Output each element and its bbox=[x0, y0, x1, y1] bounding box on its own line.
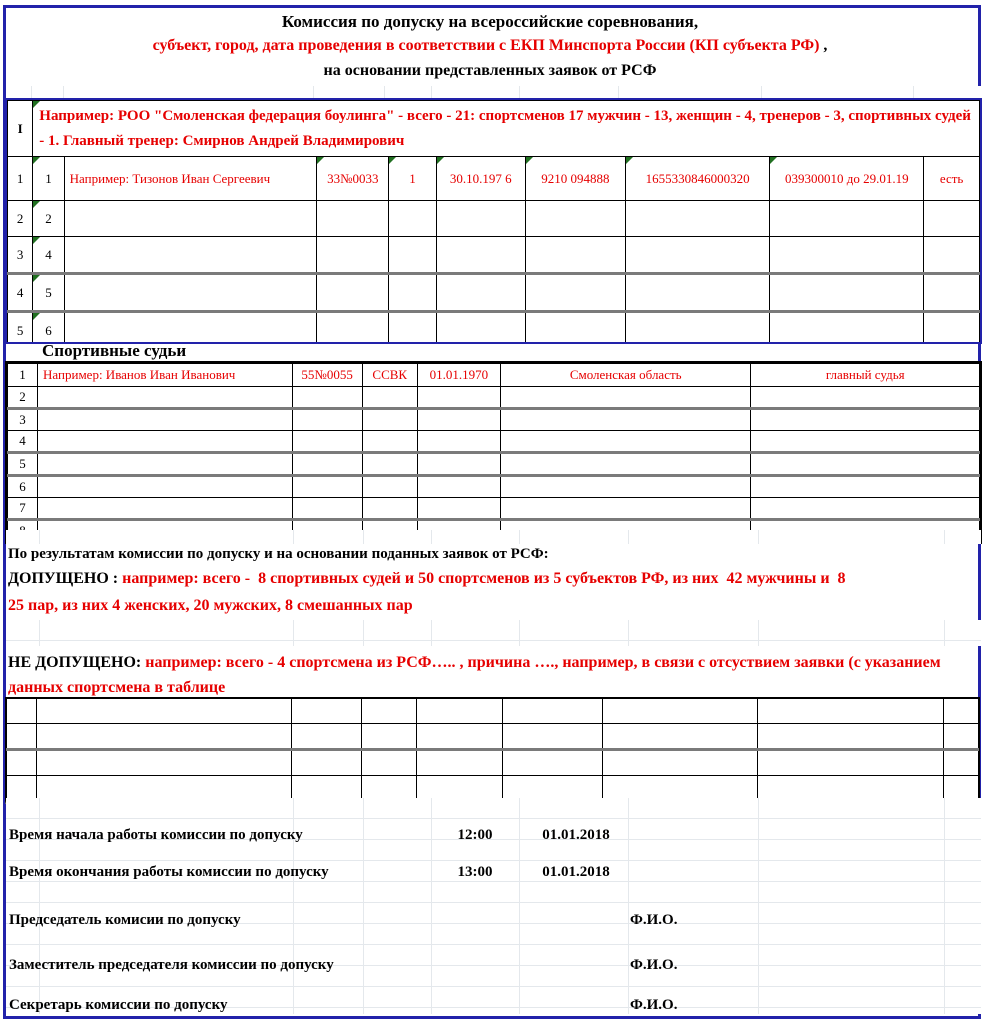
cell-rownum[interactable]: 1 bbox=[8, 364, 38, 387]
chairman-label: Председатель комисии по допуску bbox=[9, 912, 241, 928]
rejected-athletes-table-block bbox=[5, 697, 980, 804]
cell-rownum[interactable]: 6 bbox=[8, 476, 38, 498]
cell-judge-birthdate[interactable] bbox=[417, 498, 500, 520]
cell[interactable] bbox=[37, 750, 292, 776]
cell-birthdate[interactable] bbox=[436, 201, 525, 237]
cell-doc[interactable] bbox=[317, 274, 389, 312]
cell[interactable] bbox=[943, 724, 978, 750]
cell[interactable] bbox=[943, 699, 978, 724]
cell-present[interactable]: есть bbox=[924, 157, 980, 201]
federation-summary-row bbox=[8, 101, 980, 157]
cell[interactable] bbox=[757, 724, 943, 750]
cell-text: 1 bbox=[409, 170, 416, 186]
cell[interactable] bbox=[603, 750, 757, 776]
secretary-label: Секретарь комиссии по допуску bbox=[9, 997, 228, 1013]
cell-birthdate[interactable] bbox=[436, 274, 525, 312]
athletes-table bbox=[7, 100, 980, 344]
cell-judge-role[interactable] bbox=[751, 431, 980, 453]
cell-birthdate[interactable] bbox=[436, 157, 525, 201]
cell-judge-region[interactable] bbox=[500, 431, 751, 453]
cell-text: 9210 094888 bbox=[541, 170, 610, 186]
cell[interactable] bbox=[291, 699, 361, 724]
gridline bbox=[313, 86, 314, 98]
gridline bbox=[431, 620, 432, 646]
chairman-name-placeholder[interactable]: Ф.И.О. bbox=[630, 912, 678, 928]
bottom-section bbox=[6, 798, 981, 1014]
table-row bbox=[8, 453, 980, 476]
cell-present[interactable] bbox=[924, 274, 980, 312]
cell[interactable] bbox=[502, 750, 602, 776]
cell-license[interactable] bbox=[770, 201, 924, 237]
cell[interactable] bbox=[7, 724, 37, 750]
commission-start-date[interactable]: 01.01.2018 bbox=[542, 827, 610, 843]
cell[interactable] bbox=[291, 776, 361, 801]
cell[interactable] bbox=[7, 776, 37, 801]
cell-rownum[interactable]: 2 bbox=[8, 201, 33, 237]
cell-license[interactable] bbox=[770, 312, 924, 345]
cell[interactable] bbox=[943, 776, 978, 801]
table-row bbox=[8, 201, 980, 237]
cell-license[interactable] bbox=[770, 157, 924, 201]
cell-flag-icon bbox=[33, 275, 40, 282]
form-subtitle bbox=[10, 37, 970, 55]
cell-seq[interactable] bbox=[33, 201, 64, 237]
cell-registry[interactable] bbox=[625, 274, 770, 312]
cell-rownum[interactable]: 4 bbox=[8, 431, 38, 453]
gridline bbox=[519, 620, 520, 646]
cell-doc[interactable] bbox=[317, 157, 389, 201]
table-row bbox=[8, 312, 980, 345]
table-row bbox=[8, 387, 980, 409]
form-subtitle-red: субъект, город, дата проведения в соответствии с ЕКП Минспорта России (КП субъекта РФ) bbox=[152, 37, 820, 54]
cell-count[interactable] bbox=[389, 201, 437, 237]
cell[interactable] bbox=[416, 699, 502, 724]
rejected-text: например: всего - 4 спортсмена из РСФ….. , причина …., например, в связи с отсуствием заявки (с указанием данных спортсмена в таблице bbox=[8, 654, 941, 696]
cell-flag-icon bbox=[33, 237, 40, 244]
cell-athlete-name[interactable] bbox=[64, 274, 317, 312]
cell[interactable] bbox=[757, 750, 943, 776]
cell[interactable] bbox=[37, 724, 292, 750]
cell-athlete-name[interactable] bbox=[64, 237, 317, 274]
gridline bbox=[944, 798, 945, 1014]
cell[interactable] bbox=[416, 724, 502, 750]
cell-license[interactable] bbox=[770, 237, 924, 274]
gridline bbox=[519, 530, 520, 544]
gridline bbox=[519, 86, 520, 98]
gridline bbox=[293, 530, 294, 544]
admitted-label: ДОПУЩЕНО : bbox=[8, 570, 123, 587]
cell-judge-birthdate[interactable] bbox=[417, 453, 500, 476]
table-row bbox=[8, 498, 980, 520]
cell-license[interactable] bbox=[770, 274, 924, 312]
cell[interactable] bbox=[291, 750, 361, 776]
cell-registry[interactable] bbox=[625, 157, 770, 201]
gridline bbox=[758, 620, 759, 646]
cell-judge-category[interactable] bbox=[362, 387, 417, 409]
cell-text: 1 bbox=[45, 170, 52, 186]
cell-judge-id[interactable] bbox=[292, 431, 362, 453]
cell[interactable] bbox=[361, 724, 416, 750]
table-row bbox=[8, 364, 980, 387]
cell-present[interactable] bbox=[924, 201, 980, 237]
cell-text: 30.10.197 6 bbox=[449, 170, 512, 186]
gridline bbox=[618, 86, 619, 98]
cell-judge-region[interactable] bbox=[500, 387, 751, 409]
gridline bbox=[39, 620, 40, 646]
cell-seq[interactable] bbox=[33, 274, 64, 312]
gridline bbox=[944, 620, 945, 646]
cell[interactable] bbox=[943, 750, 978, 776]
judges-title: Спортивные судьи bbox=[42, 341, 187, 360]
federation-summary-text: Например: РОО "Смоленская федерация боулинга" - всего - 21: спортсменов 17 мужчин - 13, женщин - 4, тренеров - 3, спортивных судей - 1. Главный тренер: Смирнов Андрей Владимирович bbox=[39, 107, 971, 149]
cell[interactable] bbox=[502, 724, 602, 750]
cell-passport[interactable] bbox=[525, 157, 625, 201]
cell-flag-icon bbox=[389, 157, 396, 164]
cell-judge-role[interactable] bbox=[751, 387, 980, 409]
table-row bbox=[7, 750, 979, 776]
table-row bbox=[8, 274, 980, 312]
secretary-name-placeholder[interactable]: Ф.И.О. bbox=[630, 997, 678, 1013]
cell-flag-icon bbox=[33, 101, 40, 108]
gridline bbox=[944, 530, 945, 544]
athletes-table-block bbox=[5, 98, 982, 344]
cell-judge-region[interactable] bbox=[500, 476, 751, 498]
cell-flag-icon bbox=[317, 157, 324, 164]
cell-flag-icon bbox=[626, 157, 633, 164]
cell-rownum[interactable]: 4 bbox=[8, 274, 33, 312]
cell[interactable] bbox=[502, 776, 602, 801]
judges-table-block bbox=[5, 361, 982, 544]
cell-judge-name[interactable] bbox=[38, 387, 293, 409]
cell-judge-name[interactable]: Например: Иванов Иван Иванович bbox=[38, 364, 293, 387]
cell-rownum[interactable]: 3 bbox=[8, 237, 33, 274]
cell-judge-category[interactable] bbox=[362, 453, 417, 476]
cell-judge-birthdate[interactable]: 01.01.1970 bbox=[417, 364, 500, 387]
commission-end-date[interactable]: 01.01.2018 bbox=[542, 864, 610, 880]
gridline bbox=[431, 86, 432, 98]
cell[interactable] bbox=[37, 699, 292, 724]
cell[interactable] bbox=[603, 776, 757, 801]
cell-judge-id[interactable] bbox=[292, 476, 362, 498]
federation-summary-cell[interactable] bbox=[33, 101, 980, 157]
gridline bbox=[384, 86, 385, 98]
cell-flag-icon bbox=[437, 157, 444, 164]
cell-text: 039300010 до 29.01.19 bbox=[785, 170, 909, 186]
rejected-line bbox=[8, 650, 974, 700]
admitted-line-2: 25 пар, из них 4 женских, 20 мужских, 8 смешанных пар bbox=[8, 597, 413, 614]
cell-judge-role[interactable] bbox=[751, 498, 980, 520]
cell[interactable] bbox=[7, 699, 37, 724]
table-row bbox=[8, 237, 980, 274]
cell[interactable] bbox=[502, 699, 602, 724]
gridline bbox=[758, 530, 759, 544]
cell[interactable] bbox=[603, 724, 757, 750]
cell-present[interactable] bbox=[924, 312, 980, 345]
cell-judge-region[interactable] bbox=[500, 498, 751, 520]
form-basis-line: на основании представленных заявок от РСФ bbox=[323, 62, 657, 79]
cell-judge-birthdate[interactable] bbox=[417, 409, 500, 431]
cell[interactable] bbox=[416, 750, 502, 776]
cell-flag-icon bbox=[770, 157, 777, 164]
cell-judge-birthdate[interactable] bbox=[417, 431, 500, 453]
cell-doc[interactable] bbox=[317, 201, 389, 237]
gridline bbox=[761, 86, 762, 98]
cell-birthdate[interactable] bbox=[436, 237, 525, 274]
gridline bbox=[63, 86, 64, 98]
cell-rownum[interactable]: 5 bbox=[8, 312, 33, 345]
cell-flag-icon bbox=[33, 157, 40, 164]
cell-count[interactable] bbox=[389, 274, 437, 312]
cell-rownum[interactable]: 2 bbox=[8, 387, 38, 409]
cell-count[interactable] bbox=[389, 312, 437, 345]
cell-judge-region[interactable]: Смоленская область bbox=[500, 364, 751, 387]
cell-athlete-name[interactable]: Например: Тизонов Иван Сергеевич bbox=[64, 157, 317, 201]
cell-judge-birthdate[interactable] bbox=[417, 476, 500, 498]
admitted-line bbox=[8, 570, 979, 588]
cell-judge-category[interactable]: ССВК bbox=[362, 364, 417, 387]
cell-seq[interactable] bbox=[33, 312, 64, 345]
cell-present[interactable] bbox=[924, 237, 980, 274]
table-row bbox=[8, 409, 980, 431]
cell-judge-category[interactable] bbox=[362, 409, 417, 431]
cell-judge-role[interactable] bbox=[751, 409, 980, 431]
cell-flag-icon bbox=[33, 313, 40, 320]
admitted-text: например: всего - 8 спортивных судей и 50 спортсменов из 5 субъектов РФ, из них 42 мужчины и 8 bbox=[122, 570, 846, 587]
cell-count[interactable] bbox=[389, 157, 437, 201]
cell-judge-id[interactable] bbox=[292, 453, 362, 476]
table-row bbox=[8, 431, 980, 453]
commission-end-time[interactable]: 13:00 bbox=[457, 864, 493, 880]
deputy-chairman-name-placeholder[interactable]: Ф.И.О. bbox=[630, 957, 678, 973]
cell-judge-role[interactable]: главный судья bbox=[751, 364, 980, 387]
cell-count[interactable] bbox=[389, 237, 437, 274]
cell[interactable] bbox=[361, 750, 416, 776]
cell[interactable] bbox=[361, 776, 416, 801]
gridline bbox=[363, 798, 364, 1014]
cell-doc[interactable] bbox=[317, 237, 389, 274]
gridline bbox=[431, 530, 432, 544]
grid-strip-mid1 bbox=[6, 530, 981, 544]
table-row bbox=[8, 157, 980, 201]
cell[interactable] bbox=[37, 776, 292, 801]
cell-judge-id[interactable] bbox=[292, 387, 362, 409]
cell[interactable] bbox=[416, 776, 502, 801]
grid-strip-mid2 bbox=[6, 620, 981, 646]
cell-doc[interactable] bbox=[317, 312, 389, 345]
cell-text: 5 bbox=[45, 284, 52, 300]
table-row bbox=[8, 476, 980, 498]
cell-judge-name[interactable] bbox=[38, 409, 293, 431]
cell-flag-icon bbox=[33, 201, 40, 208]
cell-rownum[interactable]: 5 bbox=[8, 453, 38, 476]
commission-end-label: Время окончания работы комиссии по допуску bbox=[9, 864, 329, 880]
cell-judge-role[interactable] bbox=[751, 453, 980, 476]
cell-judge-category[interactable] bbox=[362, 476, 417, 498]
gridline bbox=[628, 620, 629, 646]
results-intro: По результатам комиссии по допуску и на основании поданных заявок от РСФ: bbox=[8, 546, 549, 562]
cell-passport[interactable] bbox=[525, 201, 625, 237]
grid-strip-top bbox=[6, 86, 981, 98]
gridline bbox=[293, 620, 294, 646]
cell-judge-category[interactable] bbox=[362, 498, 417, 520]
cell-judge-id[interactable]: 55№0055 bbox=[292, 364, 362, 387]
cell-judge-role[interactable] bbox=[751, 476, 980, 498]
commission-start-time[interactable]: 12:00 bbox=[457, 827, 493, 843]
cell-rownum[interactable]: 7 bbox=[8, 498, 38, 520]
cell[interactable] bbox=[291, 724, 361, 750]
deputy-chairman-label: Заместитель председателя комиссии по допуску bbox=[9, 957, 334, 973]
judges-table bbox=[7, 363, 980, 542]
table-row bbox=[7, 776, 979, 801]
cell-birthdate[interactable] bbox=[436, 312, 525, 345]
cell-passport[interactable] bbox=[525, 274, 625, 312]
gridline bbox=[363, 530, 364, 544]
rejected-label: НЕ ДОПУЩЕНО: bbox=[8, 654, 146, 671]
cell-registry[interactable] bbox=[625, 312, 770, 345]
cell-registry[interactable] bbox=[625, 237, 770, 274]
cell-text: 4 bbox=[45, 246, 52, 262]
cell-judge-name[interactable] bbox=[38, 453, 293, 476]
form-title: Комиссия по допуску на всероссийские соревнования, bbox=[281, 12, 699, 31]
gridline bbox=[913, 86, 914, 98]
cell-judge-name[interactable] bbox=[38, 498, 293, 520]
cell[interactable] bbox=[603, 699, 757, 724]
cell[interactable] bbox=[361, 699, 416, 724]
cell-rownum[interactable]: 1 bbox=[8, 157, 33, 201]
cell[interactable] bbox=[7, 750, 37, 776]
cell-rownum[interactable]: I bbox=[8, 101, 33, 157]
gridline bbox=[758, 798, 759, 1014]
gridline bbox=[31, 86, 32, 98]
cell-text: 1655330846000320 bbox=[645, 170, 750, 186]
cell-registry[interactable] bbox=[625, 201, 770, 237]
cell-judge-name[interactable] bbox=[38, 431, 293, 453]
cell-judge-region[interactable] bbox=[500, 453, 751, 476]
gridline bbox=[628, 530, 629, 544]
cell-judge-id[interactable] bbox=[292, 498, 362, 520]
cell[interactable] bbox=[757, 776, 943, 801]
form-subtitle-suffix: , bbox=[819, 37, 828, 54]
cell-text: 6 bbox=[45, 322, 52, 338]
cell[interactable] bbox=[757, 699, 943, 724]
table-row bbox=[7, 724, 979, 750]
commission-start-label: Время начала работы комиссии по допуску bbox=[9, 827, 303, 843]
cell-flag-icon bbox=[526, 157, 533, 164]
cell-text: 33№0033 bbox=[327, 170, 379, 186]
cell-athlete-name[interactable] bbox=[64, 201, 317, 237]
cell-seq[interactable] bbox=[33, 237, 64, 274]
cell-judge-id[interactable] bbox=[292, 409, 362, 431]
cell-judge-birthdate[interactable] bbox=[417, 387, 500, 409]
cell-judge-region[interactable] bbox=[500, 409, 751, 431]
gridline bbox=[39, 530, 40, 544]
cell-judge-name[interactable] bbox=[38, 476, 293, 498]
cell-text: 2 bbox=[45, 210, 52, 226]
cell-rownum[interactable]: 3 bbox=[8, 409, 38, 431]
cell-passport[interactable] bbox=[525, 237, 625, 274]
cell-seq[interactable] bbox=[33, 157, 64, 201]
table-row bbox=[7, 699, 979, 724]
rejected-athletes-table bbox=[6, 698, 979, 801]
cell-passport[interactable] bbox=[525, 312, 625, 345]
gridline bbox=[363, 620, 364, 646]
cell-judge-category[interactable] bbox=[362, 431, 417, 453]
cell-athlete-name[interactable] bbox=[64, 312, 317, 345]
